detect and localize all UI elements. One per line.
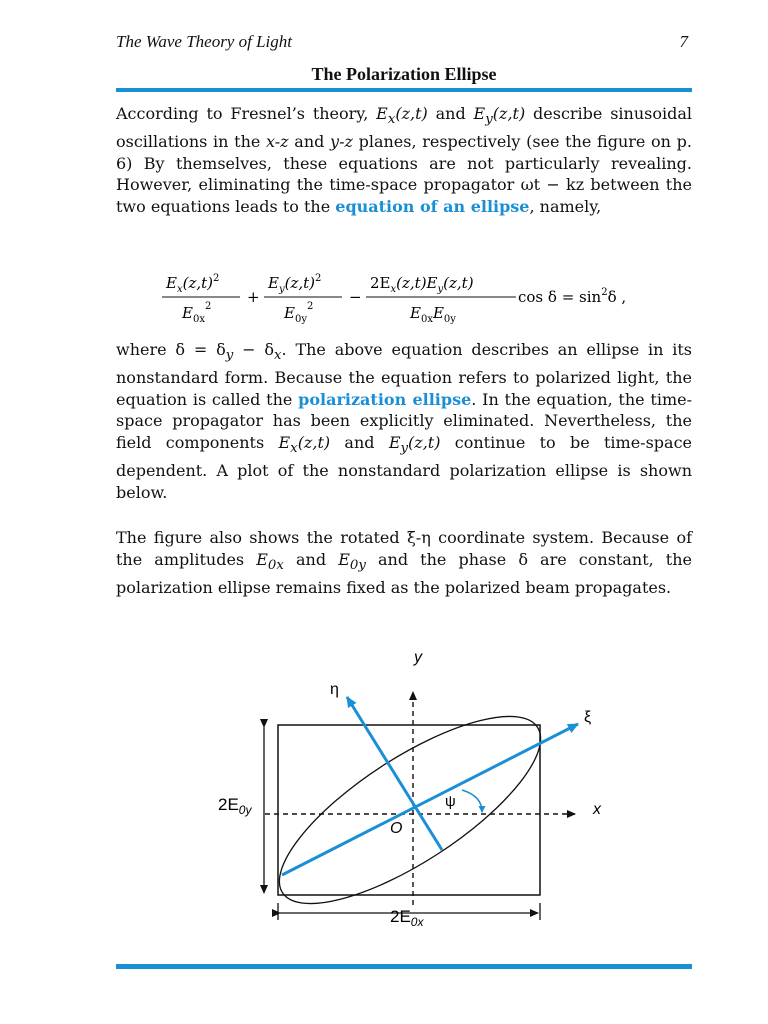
height-label: $2E_{0y}$ — [218, 795, 252, 817]
bottom-rule — [116, 964, 692, 969]
svg-text:Ex(z,t)2: $E_x(z,t)^2$ — [166, 273, 220, 295]
svg-text:Ey(z,t)2: $E_y(z,t)^2$ — [268, 273, 322, 295]
y-axis-label: y — [414, 649, 422, 666]
polarization-ellipse-link[interactable]: polarization ellipse — [298, 389, 472, 409]
x-axis-label: x — [593, 801, 601, 818]
width-label: $2E_{0x}$ — [390, 907, 424, 929]
equation-of-ellipse-link[interactable]: equation of an ellipse — [335, 197, 530, 216]
svg-text:2Ex(z,t)Ey(z,t): $2E_x(z,t)E_y(z,t)$ — [370, 274, 474, 295]
svg-text:E0y2: $E_{0y}^2$ — [284, 301, 314, 325]
xi-label: ξ — [584, 709, 592, 726]
svg-text:−: − — [349, 288, 362, 306]
svg-text:+: + — [247, 288, 260, 306]
paragraph-2: where $\delta = \delta_y - \delta_x$. The above equation describes an ellipse in its nonstandard form. Because the equation refers to polarized light, the equation is called the polarization ellipse. In the equation, the time-space propagator has been explicitly eliminated. Nevertheless, the field components $E_x(z,t)$ and $E_y(z,t)$ continue to be time-space dependent. A plot of the nonstandard polarization ellipse is shown below. — [116, 340, 693, 502]
paragraph-3: The figure also shows the rotated ξ-η coordinate system. Because of the amplitudes $E_{0x}$ and $E_{0y}$ and the phase δ are constant, the polarization ellipse remains fixed as the polarized beam propagates. — [116, 528, 693, 597]
polarization-ellipse-equation — [160, 266, 660, 328]
xi-axis — [282, 724, 578, 875]
eta-label: η — [330, 681, 339, 698]
polarization-ellipse-figure — [200, 640, 620, 950]
origin-label: O — [390, 820, 403, 837]
psi-label: ψ — [445, 793, 456, 810]
running-header — [116, 32, 692, 52]
svg-text:E0x2: $E_{0x}^2$ — [182, 301, 212, 325]
running-title: The Wave Theory of Light — [116, 32, 292, 51]
paragraph-1: According to Fresnel’s theory, $E_x(z,t)$ and $E_y(z,t)$ describe sinusoidal oscillations in the x-z and y-z planes, respectively (see the figure on p. 6) By themselves, these equations are not particularly revealing. However, eliminating the time-space propagator ωt − kz between the two equations leads to the equation of an ellipse, namely, — [116, 104, 693, 216]
page-number: 7 — [679, 32, 688, 51]
svg-text:E0xE0y: $E_{0x}E_{0y}$ — [410, 304, 456, 325]
top-rule — [116, 88, 692, 92]
section-title: The Polarization Ellipse — [311, 64, 497, 84]
svg-text:cos δ = sin2δ ,: $\cos \delta = \sin^2\delta$ , — [518, 287, 627, 306]
psi-angle-arc — [462, 790, 482, 812]
